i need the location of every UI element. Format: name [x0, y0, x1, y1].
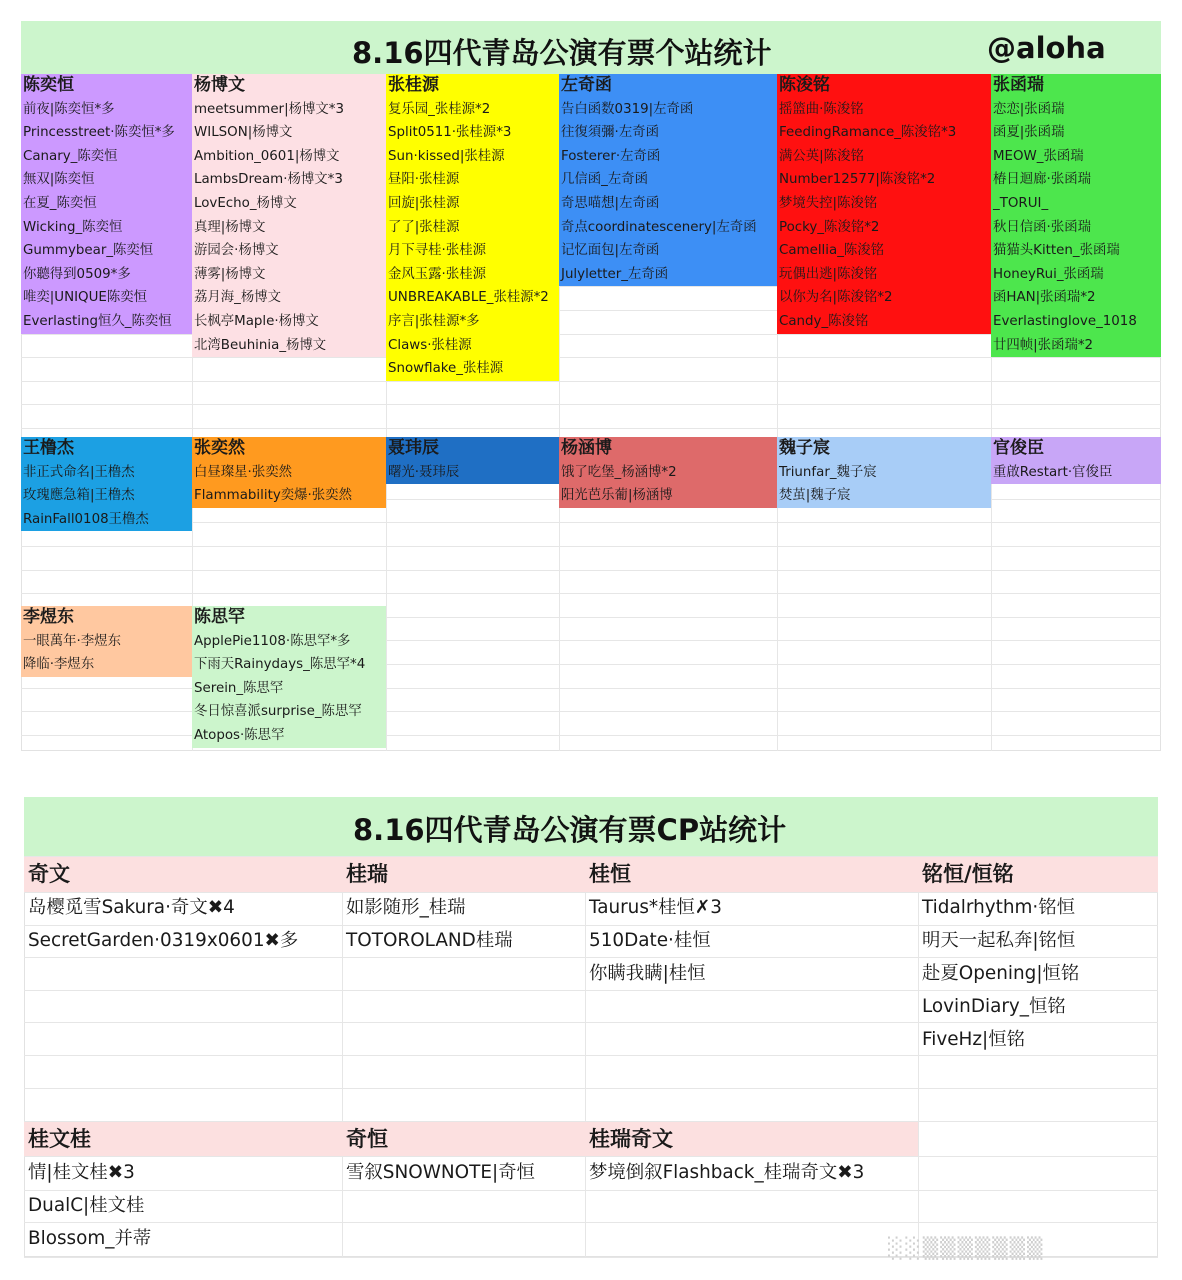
member-name: 张函瑞: [993, 75, 1044, 95]
station-item: 北湾Beuhinia_杨博文: [194, 337, 327, 353]
station-item: Canary_陈奕恒: [23, 148, 118, 164]
station-item: 复乐园_张桂源*2: [388, 101, 491, 117]
station-item: 昼阳·张桂源: [388, 172, 460, 188]
cp-station-item: 雪叙SNOWNOTE|奇恒: [346, 1162, 535, 1183]
station-item: 奇思喵想|左奇函: [561, 195, 660, 211]
cp-station-item: 510Date·桂恒: [589, 930, 711, 951]
member-name: 左奇函: [561, 75, 612, 95]
station-item: 在夏_陈奕恒: [23, 195, 97, 211]
station-item: _TORUI_: [993, 195, 1049, 211]
member-block: [192, 437, 386, 508]
cp-station-item: TOTOROLAND桂瑞: [346, 930, 513, 951]
solo-title: 8.16四代青岛公演有票个站统计: [352, 36, 772, 70]
station-item: 几信函_左奇函: [561, 172, 649, 188]
member-block: [21, 606, 192, 677]
station-item: Candy_陈浚铭: [779, 313, 869, 329]
member-name: 魏子宸: [779, 438, 830, 458]
grid-line: [24, 1088, 1158, 1089]
member-block: [777, 437, 991, 508]
cp-station-item: SecretGarden·0319x0601✖多: [28, 930, 299, 951]
member-name: 官俊臣: [993, 438, 1044, 458]
member-block: [21, 437, 192, 531]
solo-handle: @aloha: [987, 31, 1106, 65]
station-item: Everlasting恒久_陈奕恒: [23, 313, 172, 329]
station-item: 薄雾|杨博文: [194, 266, 266, 282]
station-item: LovEcho_杨博文: [194, 195, 297, 211]
cp-block: [585, 1123, 918, 1189]
station-item: 告白函数0319|左奇函: [561, 101, 694, 117]
station-item: Atopos·陈思罕: [194, 727, 285, 743]
station-item: 恋恋|张函瑞: [993, 101, 1065, 117]
station-item: Split0511·张桂源*3: [388, 125, 512, 141]
station-item: 焚茧|魏子宸: [779, 488, 851, 504]
station-item: Princesstreet·陈奕恒*多: [23, 125, 175, 141]
station-item: Serein_陈思罕: [194, 680, 284, 696]
station-item: MEOW_张函瑞: [993, 148, 1084, 164]
cp-block: [342, 1123, 585, 1189]
watermark: ░░▒▒▒▒▒▒▒: [888, 1236, 1045, 1260]
member-block: [386, 437, 559, 484]
member-block: [386, 74, 559, 381]
cp-name: 铭恒/恒铭: [922, 862, 1014, 886]
station-item: 廿四帧|张函瑞*2: [993, 337, 1094, 353]
member-name: 杨涵博: [561, 438, 612, 458]
station-item: 回旋|张桂源: [388, 195, 460, 211]
station-item: Sun·kissed|张桂源: [388, 148, 505, 164]
cp-station-item: Taurus*桂恒✗3: [589, 897, 722, 918]
station-item: Wicking_陈奕恒: [23, 219, 123, 235]
station-item: 一眼萬年·李煜东: [23, 633, 121, 649]
member-name: 李煜东: [23, 607, 74, 627]
cp-title: 8.16四代青岛公演有票CP站统计: [353, 813, 787, 847]
station-item: 函夏|张函瑞: [993, 125, 1065, 141]
station-item: Gummybear_陈奕恒: [23, 243, 154, 259]
station-item: 白昼璨星·张奕然: [194, 464, 292, 480]
cp-station-item: Blossom_并蒂: [28, 1228, 152, 1249]
station-item: Camellia_陈浚铭: [779, 243, 885, 259]
cp-name: 桂瑞奇文: [589, 1127, 673, 1151]
station-item: 猫猫头Kitten_张函瑞: [993, 243, 1120, 259]
member-name: 王橹杰: [23, 438, 74, 458]
station-item: 满公英|陈浚铭: [779, 148, 864, 164]
station-item: 游园会·杨博文: [194, 243, 279, 259]
station-item: Snowflake_张桂源: [388, 361, 504, 377]
cp-station-item: 情|桂文桂✖3: [28, 1162, 135, 1183]
station-item: Flammability奕爆·张奕然: [194, 488, 352, 504]
station-item: WILSON|杨博文: [194, 125, 293, 141]
member-block: [192, 74, 386, 357]
station-item: Pocky_陈浚铭*2: [779, 219, 880, 235]
station-item: 下雨天Rainydays_陈思罕*4: [194, 657, 366, 673]
station-item: 摇篮曲·陈浚铭: [779, 101, 864, 117]
member-block: [21, 74, 192, 334]
station-item: 以你为名|陈浚铭*2: [779, 290, 893, 306]
station-item: 前夜|陈奕恒*多: [23, 101, 115, 117]
cp-station-item: 赴夏Opening|恒铭: [922, 963, 1080, 984]
member-name: 陈奕恒: [23, 75, 74, 95]
station-item: 记忆面包|左奇函: [561, 243, 660, 259]
station-item: Fosterer·左奇函: [561, 148, 661, 164]
station-item: 函HAN|张函瑞*2: [993, 290, 1096, 306]
station-item: Everlastinglove_1018: [993, 313, 1137, 329]
member-name: 陈浚铭: [779, 75, 830, 95]
cp-block: [585, 858, 918, 990]
member-name: 杨博文: [194, 75, 245, 95]
station-item: 重啟Restart·官俊臣: [993, 464, 1113, 480]
member-block: [559, 74, 777, 286]
station-item: HoneyRui_张函瑞: [993, 266, 1104, 282]
station-item: 往復須彌·左奇函: [561, 125, 659, 141]
station-item: meetsummer|杨博文*3: [194, 101, 344, 117]
member-name: 陈思罕: [194, 607, 245, 627]
member-name: 聂玮辰: [388, 438, 439, 458]
cp-name: 桂瑞: [346, 862, 388, 886]
member-block: [559, 437, 777, 508]
station-item: 椿日迴廊·张函瑞: [993, 172, 1091, 188]
station-item: 了了|张桂源: [388, 219, 460, 235]
station-item: UNBREAKABLE_张桂源*2: [388, 290, 549, 306]
cp-block: [24, 1123, 342, 1255]
station-item: RainFall0108王橹杰: [23, 511, 149, 527]
cp-station-item: 梦境倒叙Flashback_桂瑞奇文✖3: [589, 1162, 865, 1183]
member-name: 张奕然: [194, 438, 245, 458]
station-item: 玫瑰應急箱|王橹杰: [23, 488, 135, 504]
station-item: ApplePie1108·陈思罕*多: [194, 633, 351, 649]
cp-station-item: Tidalrhythm·铭恒: [922, 897, 1076, 918]
cp-station-item: LovinDiary_恒铭: [922, 996, 1066, 1017]
cp-block: [24, 858, 342, 957]
station-item: Ambition_0601|杨博文: [194, 148, 340, 164]
station-item: Triunfar_魏子宸: [779, 464, 877, 480]
station-item: LambsDream·杨博文*3: [194, 172, 343, 188]
station-item: 曙光·聂玮辰: [388, 464, 460, 480]
station-item: 阳光芭乐葡|杨涵博: [561, 488, 673, 504]
station-item: 长枫亭Maple·杨博文: [194, 313, 319, 329]
member-name: 张桂源: [388, 75, 439, 95]
cp-station-item: DualC|桂文桂: [28, 1195, 145, 1216]
member-block: [991, 74, 1161, 357]
station-item: Julyletter_左奇函: [561, 266, 669, 282]
member-block: [192, 606, 386, 748]
cp-station-item: 明天一起私奔|铭恒: [922, 930, 1076, 951]
cp-station-item: 你瞒我瞒|桂恒: [589, 963, 706, 984]
cp-name: 桂文桂: [28, 1127, 91, 1151]
cp-block: [342, 858, 585, 957]
cp-name: 奇恒: [346, 1127, 388, 1151]
member-block: [991, 437, 1161, 484]
station-item: 饿了吃堡_杨涵博*2: [561, 464, 677, 480]
cp-station-item: FiveHz|恒铭: [922, 1029, 1026, 1050]
cp-name: 奇文: [28, 862, 70, 886]
station-item: 降临·李煜东: [23, 657, 95, 673]
station-item: FeedingRamance_陈浚铭*3: [779, 125, 957, 141]
cp-block: [918, 858, 1158, 1056]
station-item: 無双|陈奕恒: [23, 172, 95, 188]
station-item: 你聽得到0509*多: [23, 266, 131, 282]
station-item: 荔月海_杨博文: [194, 290, 282, 306]
station-item: Number12577|陈浚铭*2: [779, 172, 936, 188]
station-item: 梦境失控|陈浚铭: [779, 195, 878, 211]
cp-station-item: 如影随形_桂瑞: [346, 897, 466, 918]
station-item: 金风玉露·张桂源: [388, 266, 486, 282]
station-item: 玩偶出逃|陈浚铭: [779, 266, 878, 282]
station-item: 真理|杨博文: [194, 219, 266, 235]
member-block: [777, 74, 991, 334]
station-item: Claws·张桂源: [388, 337, 472, 353]
station-item: 唯奕|UNIQUE陈奕恒: [23, 290, 148, 306]
station-item: 冬日惊喜派surprise_陈思罕: [194, 704, 362, 720]
cp-station-item: 岛樱觅雪Sakura·奇文✖4: [28, 897, 235, 918]
cp-name: 桂恒: [589, 862, 631, 886]
station-item: 奇点coordinatescenery|左奇函: [561, 219, 757, 235]
station-item: 非正式命名|王橹杰: [23, 464, 135, 480]
station-item: 月下寻桂·张桂源: [388, 243, 486, 259]
station-item: 序言|张桂源*多: [388, 313, 480, 329]
station-item: 秋日信函·张函瑞: [993, 219, 1091, 235]
